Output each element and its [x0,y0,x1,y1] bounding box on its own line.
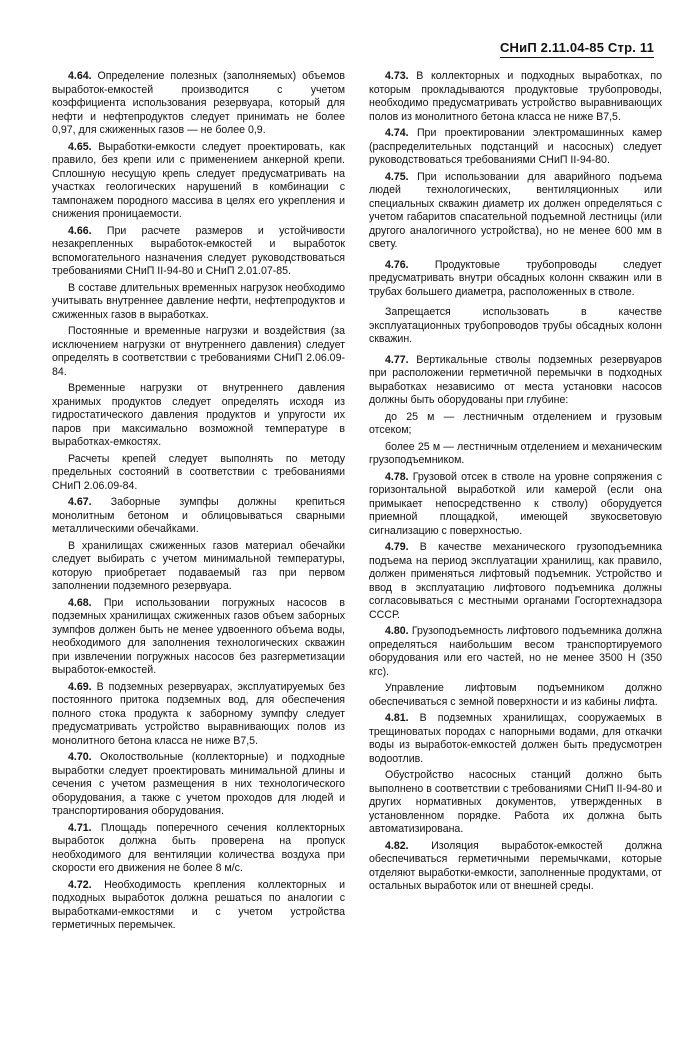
paragraph-4-80 [369,625,662,679]
clause-number: 4.69. [68,680,92,693]
clause-text: В хранилищах сжиженных газов материал обечайки следует выбирать с учетом минимальной температуры, которую приобретает подаваемый газ при первом заполнении подземного резервуара. [52,539,345,592]
clause-text: При использовании для аварийного подъема людей технологических, вентиляционных или специальных скважин диаметр их должен определяться с учетом габаритов спасательной подъемной лестницы (или другого аналогичного устройства), но не менее 600 мм в свету. [369,170,662,250]
page-header: СНиП 2.11.04-85 Стр. 11 [500,40,654,58]
paragraph [369,441,662,468]
clause-number: 4.79. [385,541,409,553]
paragraph [369,682,662,709]
clause-number: 4.67. [68,496,92,508]
clause-text: Выработки-емкости следует проектировать, как правило, без крепи или с применением анкерной крепи. Сплошную несущую крепь следует предусматривать на участках геологических нарушений в комбинации с тампонажем породного массива в целях его укрепления и снижения проницаемости. [52,140,345,220]
paragraph-4-82 [369,840,662,894]
clause-text: Временные нагрузки от внутреннего давления хранимых продуктов следует определять исходя из гидростатического давления продуктов и упругости их паров при максимально возможной температуре в выработках-емкостях. [52,382,345,448]
left-column [52,70,345,936]
clause-text: В составе длительных временных нагрузок необходимо учитывать внутреннее давление нефти, нефтепродуктов и сжиженных газов в выработках. [52,281,345,321]
clause-text: Заборные зумпфы должны крепиться монолитным бетоном и облицовываться сварными металлическими обечайками. [52,496,345,535]
clause-number: 4.70. [68,751,92,763]
paragraph-4-65 [52,141,345,222]
clause-text: В качестве механического грузоподъемника подъема на период эксплуатации хранилищ, как правило, должен применяться лифтовый подъемник. Устройство и ввод в эксплуатацию лифтового подъемника должны согласовываться с местными органами Госгортехнадзора СССР. [369,541,662,621]
clause-text: Грузовой отсек в стволе на уровне сопряжения с горизонтальной выработкой или камерой (если она примыкает непосредственно к стволу) оборудуется приемной площадкой, имеющей звукосветовую сигнализацию с поверхностью. [369,470,662,537]
clause-number: 4.81. [385,712,409,724]
paragraph-4-66 [52,225,345,279]
paragraph-4-64 [52,70,345,138]
clause-text: Запрещается использовать в качестве эксплуатационных трубопроводов трубы обсадных колонн скважин. [369,306,662,345]
clause-text: Продуктовые трубопроводы следует предусматривать внутри обсадных колонн скважин или в трубах большего диаметра, расположенных в стволе. [369,258,662,298]
clause-number: 4.82. [385,839,409,852]
paragraph [52,540,345,594]
paragraph [369,411,662,438]
clause-number: 4.78. [385,470,409,483]
paragraph-4-73 [369,70,662,124]
clause-text: При проектировании электромашинных камер (распределительных подстанций и насосных) следует руководствоваться требованиями СНиП II-94-80. [369,127,662,166]
paragraph [369,306,662,347]
clause-number: 4.80. [385,625,409,637]
paragraph-4-70 [52,751,345,819]
clause-text: Определение полезных (заполняемых) объемов выработок-емкостей производится с учетом коэффициента использования резервуара, который для нефти и нефтепродуктов следует принимать не более 0,97, для сжиженных газов — не более 0,9. [52,70,345,136]
clause-text: Управление лифтовым подъемником должно обеспечиваться с земной поверхности и из кабины лифта. [369,682,662,708]
clause-text: Вертикальные стволы подземных резервуаров при расположении герметичной перемычки в подходных выработках независимо от места установки насосов должны быть оборудованы при глубине: [369,353,662,406]
paragraph-4-72 [52,879,345,933]
clause-number: 4.65. [68,140,92,153]
clause-text: Площадь поперечного сечения коллекторных выработок должна быть проверена на пропуск необходимого для вентиляции количества воздуха при скорости его движения не более 8 м/с. [52,821,345,874]
clause-text: Обустройство насосных станций должно быть выполнено в соответствии с требованиями СНиП II-94-80 и других нормативных документов, утвержденных в установленном порядке. Работа их должна быть автоматизирована. [369,769,662,835]
clause-number: 4.75. [385,170,409,183]
clause-text: В коллекторных и подходных выработках, по которым прокладываются продуктовые трубопроводы, необходимо предусматривать устройство выравнивающих полов из монолитного бетона класса не ниже В7,5. [369,70,662,123]
clause-text: При использовании погружных насосов в подземных хранилищах сжиженных газов объем заборных зумпфов должен быть не менее удвоенного объема воды, необходимого для заполнения технологических скважин при извлечении погружных насосов без разгерметизации выработок-емкостей. [52,596,345,676]
paragraph-4-81 [369,712,662,766]
paragraph-4-78 [369,471,662,539]
clause-text: При расчете размеров и устойчивости незакрепленных выработок-емкостей и выработок вспомогательного назначения следует руководствоваться требованиями СНиП II-94-80 и СНиП 2.01.07-85. [52,224,345,277]
clause-text: Грузоподъемность лифтового подъемника должна определяться наибольшим весом транспортируемого оборудования или его частей, но не менее 3500 Н (350 кгс). [369,625,662,678]
paragraph-4-69 [52,681,345,749]
paragraph-4-67 [52,496,345,537]
paragraph [52,453,345,494]
clause-text: Околоствольные (коллекторные) и подходные выработки следует проектировать минимальной длины и сечения с учетом размещения в них технологического оборудования, а также с учетом проходов для людей и транспортирования оборудования. [52,751,345,817]
paragraph [52,282,345,323]
paragraph-4-75 [369,171,662,252]
clause-number: 4.71. [68,821,92,834]
paragraph-4-79 [369,541,662,622]
paragraph-4-77 [369,354,662,408]
paragraph [52,382,345,450]
clause-number: 4.77. [385,353,409,366]
paragraph [52,325,345,379]
clause-number: 4.74. [385,127,409,139]
right-column [369,70,662,897]
paragraph [369,769,662,837]
clause-number: 4.72. [68,878,92,891]
clause-text: до 25 м — лестничным отделением и грузовым отсеком; [369,410,662,436]
clause-number: 4.64. [68,70,92,82]
paragraph-4-71 [52,822,345,876]
clause-text: Необходимость крепления коллекторных и подходных выработок должна решаться по аналогии с выработками-емкостями и с учетом устройства герметичных перемычек. [52,878,345,931]
paragraph-4-74 [369,127,662,168]
clause-number: 4.66. [68,224,92,237]
clause-text: Постоянные и временные нагрузки и воздействия (за исключением нагрузки от внутреннего давления) следует определять в соответствии с требованиями СНиП 2.06.09-84. [52,325,345,378]
clause-text: Изоляция выработок-емкостей должна обеспечиваться герметичными перемычками, которые отделяют выработки-емкости, заполненные продуктами, от остальных выработок или от внешней среды. [369,839,662,892]
paragraph-4-76 [369,259,662,300]
clause-text: В подземных хранилищах, сооружаемых в трещиноватых породах с напорными водами, для откачки воды из выработок-емкостей должен быть предусмотрен водоотлив. [369,712,662,765]
paragraph-4-68 [52,597,345,678]
clause-number: 4.76. [385,258,409,271]
clause-text: более 25 м — лестничным отделением и механическим грузоподъемником. [369,440,662,466]
clause-text: Расчеты крепей следует выполнять по методу предельных состояний в соответствии с требованиями СНиП 2.06.09-84. [52,452,345,492]
clause-number: 4.68. [68,596,92,609]
clause-number: 4.73. [385,70,409,82]
clause-text: В подземных резервуарах, эксплуатируемых без постоянного притока подземных вод, для обеспечения полного стока продукта к заборному зумпфу следует предусматривать устройство выравнивающих полов из монолитного бетона класса не ниже В7,5. [52,680,345,747]
